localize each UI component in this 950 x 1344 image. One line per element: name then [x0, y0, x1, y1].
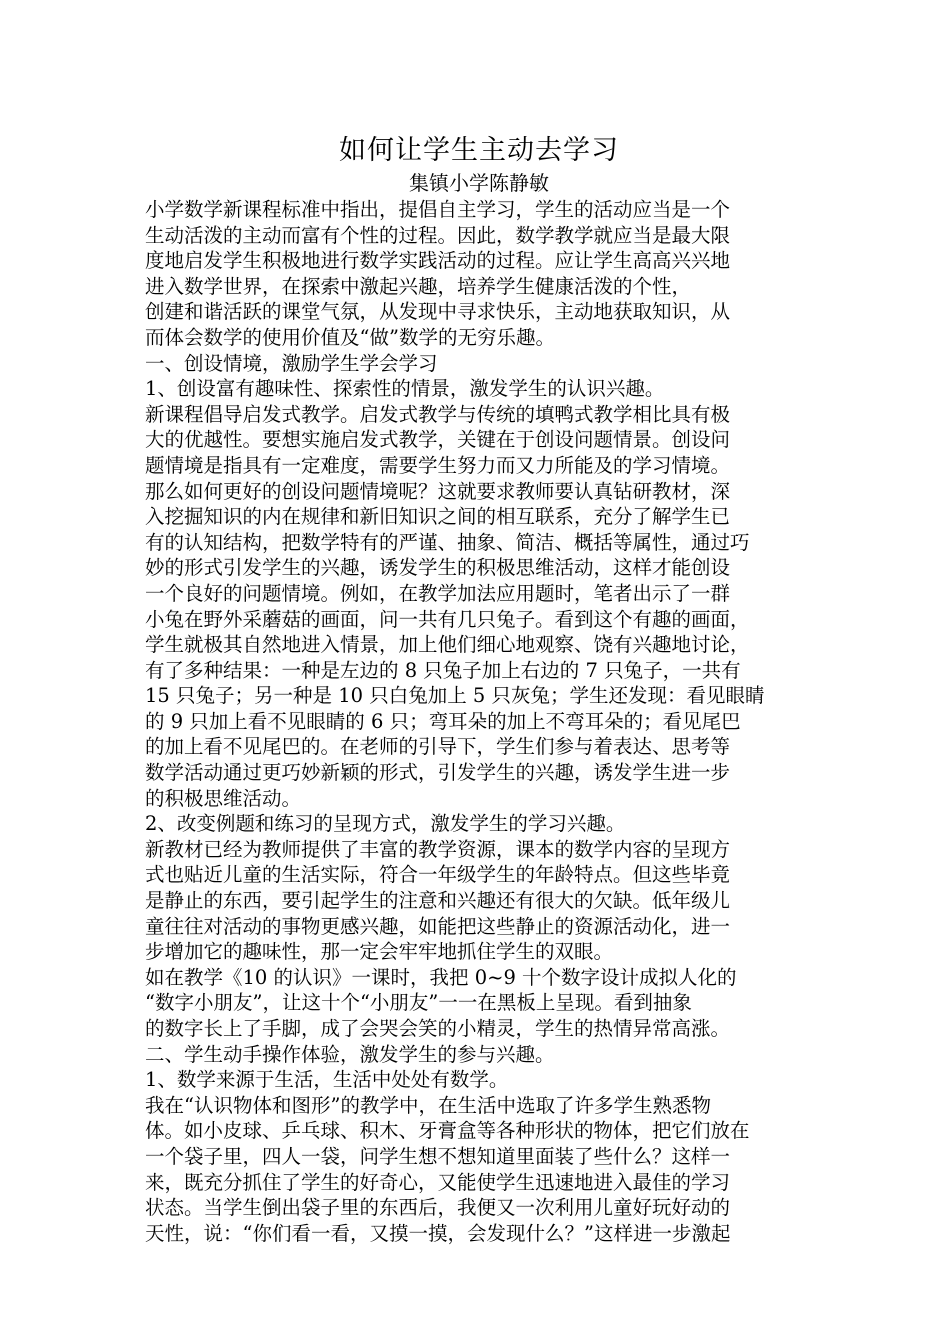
document-author: 集镇小学陈静敏	[409, 171, 549, 195]
text-line: 的加上看不见尾巴的。在老师的引导下，学生们参与着表达、思考等	[145, 735, 731, 759]
text-line: 有了多种结果：一种是左边的 8 只兔子加上右边的 7 只兔子，一共有	[145, 658, 741, 682]
text-line: 式也贴近儿童的生活实际，符合一年级学生的年龄特点。但这些毕竟	[145, 863, 731, 887]
document-body	[145, 133, 813, 1246]
text-line: 度地启发学生积极地进行数学实践活动的过程。应让学生高高兴兴地	[145, 249, 731, 273]
text-line: 新教材已经为教师提供了丰富的教学资源，课本的数学内容的呈现方	[145, 837, 731, 861]
document-text	[145, 197, 813, 1246]
text-line: 学生就极其自然地进入情景，加上他们细心地观察、饶有兴趣地讨论，	[145, 633, 750, 657]
text-line: 2、改变例题和练习的呈现方式，激发学生的学习兴趣。	[145, 812, 626, 836]
text-line: 进入数学世界，在探索中激起兴趣，培养学生健康活泼的个性，	[145, 274, 692, 298]
text-line: 15 只兔子；另一种是 10 只白兔加上 5 只灰兔；学生还发现：看见眼睛	[145, 684, 765, 708]
text-line: 一、创设情境，激励学生学会学习	[145, 351, 438, 375]
text-line: 的数字长上了手脚，成了会哭会笑的小精灵，学生的热情异常高涨。	[145, 1017, 731, 1040]
text-line: 的积极思维活动。	[145, 786, 302, 810]
text-line: 大的优越性。要想实施启发式教学，关键在于创设问题情景。创设问	[145, 428, 731, 452]
text-line: 小学数学新课程标准中指出，提倡自主学习，学生的活动应当是一个	[145, 198, 731, 221]
text-line: 的 9 只加上看不见眼睛的 6 只；弯耳朵的加上不弯耳朵的；看见尾巴	[145, 709, 741, 733]
text-line: 数学活动通过更巧妙新颖的形式，引发学生的兴趣，诱发学生进一步	[145, 761, 731, 785]
text-line: 如在教学《10 的认识》一课时，我把 0~9 十个数字设计成拟人化的	[145, 965, 737, 989]
text-line: 小兔在野外采蘑菇的画面，问一共有几只兔子。看到这个有趣的画面，	[145, 607, 750, 631]
text-line: 1、数学来源于生活，生活中处处有数学。	[145, 1068, 509, 1092]
text-line: 创建和谐活跃的课堂气氛，从发现中寻求快乐，主动地获取知识，从	[145, 300, 731, 324]
text-line: 来，既充分抓住了学生的好奇心，又能使学生迅速地进入最佳的学习	[145, 1170, 731, 1194]
text-line: 有的认知结构，把数学特有的严谨、抽象、简洁、概括等属性，通过巧	[145, 530, 750, 554]
text-line: 生动活泼的主动而富有个性的过程。因此，数学教学就应当是最大限	[145, 223, 731, 247]
text-line: 天性，说：“你们看一看，又摸一摸，会发现什么？”这样进一步激起	[145, 1221, 731, 1245]
text-line: 二、学生动手操作体验，激发学生的参与兴趣。	[145, 1042, 555, 1066]
text-line: 新课程倡导启发式教学。启发式教学与传统的填鸭式教学相比具有极	[145, 402, 731, 426]
text-line: 一个袋子里，四人一袋，问学生想不想知道里面装了些什么？这样一	[145, 1144, 731, 1168]
text-line: 题情境是指具有一定难度，需要学生努力而又力所能及的学习情境。	[145, 453, 731, 477]
text-line: 妙的形式引发学生的兴趣，诱发学生的积极思维活动，这样才能创设	[145, 556, 731, 580]
document-title: 如何让学生主动去学习	[339, 135, 619, 166]
text-line: 一个良好的问题情境。例如，在教学加法应用题时，笔者出示了一群	[145, 581, 731, 605]
text-line: 我在“认识物体和图形”的教学中，在生活中选取了许多学生熟悉物	[145, 1093, 711, 1117]
text-line: 是静止的东西，要引起学生的注意和兴趣还有很大的欠缺。低年级儿	[145, 889, 731, 913]
text-line: 状态。当学生倒出袋子里的东西后，我便又一次利用儿童好玩好动的	[145, 1196, 731, 1220]
text-line: 童往往对活动的事物更感兴趣，如能把这些静止的资源活动化，进一	[145, 914, 731, 938]
text-line: 入挖掘知识的内在规律和新旧知识之间的相互联系，充分了解学生已	[145, 505, 731, 529]
text-line: 1、创设富有趣味性、探索性的情景，激发学生的认识兴趣。	[145, 377, 665, 401]
text-line: 而体会数学的使用价值及“做”数学的无穷乐趣。	[145, 325, 555, 349]
text-line: 体。如小皮球、乒乓球、积木、牙膏盒等各种形状的物体，把它们放在	[145, 1119, 750, 1143]
text-line: 那么如何更好的创设问题情境呢？这就要求教师要认真钻研教材，深	[145, 479, 731, 503]
text-line: “数字小朋友”，让这十个“小朋友”一一在黑板上呈现。看到抽象	[145, 991, 692, 1015]
text-line: 步增加它的趣味性，那一定会牢牢地抓住学生的双眼。	[145, 940, 614, 964]
